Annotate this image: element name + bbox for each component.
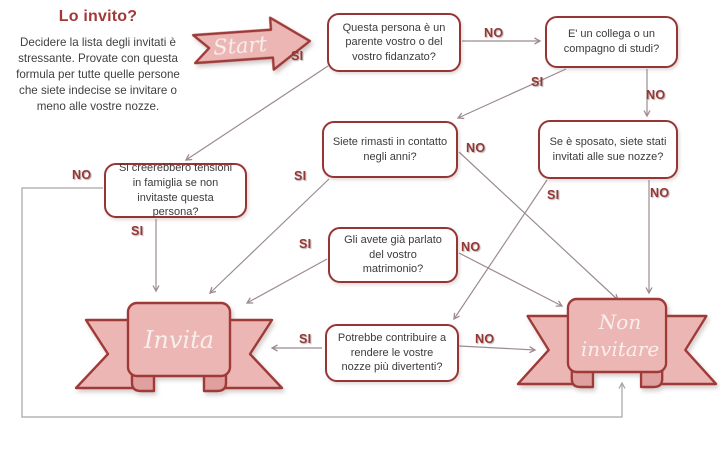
edge-label-q2-no: NO <box>646 88 666 102</box>
edge-label-q2-yes: SI <box>531 75 544 89</box>
question-box-family-tension: Si creerebbero tensioni in famiglia se non invitaste questa persona? <box>104 163 247 218</box>
page-title: Lo invito? <box>58 8 138 25</box>
invite-ribbon <box>74 300 284 396</box>
dont-invite-ribbon <box>516 296 718 392</box>
intro-block <box>6 8 190 115</box>
edge-label-q4-no: NO <box>650 186 670 200</box>
invite-banner-label: Invita <box>143 325 215 354</box>
start-label: Start <box>212 32 268 60</box>
question-box-relative: Questa persona è un parente vostro o del vostro fidanzato? <box>327 13 461 72</box>
start-arrow <box>190 12 316 78</box>
question-box-kept-in-touch: Siete rimasti in contatto negli anni? <box>322 121 458 178</box>
question-box-told-about-wedding: Gli avete già parlato del vostro matrimonio? <box>328 227 458 283</box>
edge-label-q4-yes: SI <box>547 188 560 202</box>
question-box-more-fun: Potrebbe contribuire a rendere le vostre nozze più divertenti? <box>325 324 459 382</box>
edge-label-q1-no: NO <box>484 26 504 40</box>
edge-label-q3-yes: SI <box>294 169 307 183</box>
intro-text: Decidere la lista degli invitati è stressante. Provate con questa formula per tutte quelle persone che siete indecise se invitare o meno alle vostre nozze. <box>16 36 180 113</box>
question-box-invited-to-their-wedding: Se è sposato, siete stati invitati alle sue nozze? <box>538 120 678 179</box>
edge-label-q6-yes: SI <box>299 237 312 251</box>
edge-label-q3-no: NO <box>466 141 486 155</box>
edge-label-q7-no: NO <box>475 332 495 346</box>
edge-label-q1-yes: SI <box>291 49 304 63</box>
edge-label-q5-yes: SI <box>131 224 144 238</box>
edge-label-q5-no: NO <box>72 168 92 182</box>
dont-invite-banner-label: Non invitare <box>580 309 660 361</box>
edge-label-q6-no: NO <box>461 240 481 254</box>
edge-label-q7-yes: SI <box>299 332 312 346</box>
question-box-colleague: E' un collega o un compagno di studi? <box>545 16 678 68</box>
